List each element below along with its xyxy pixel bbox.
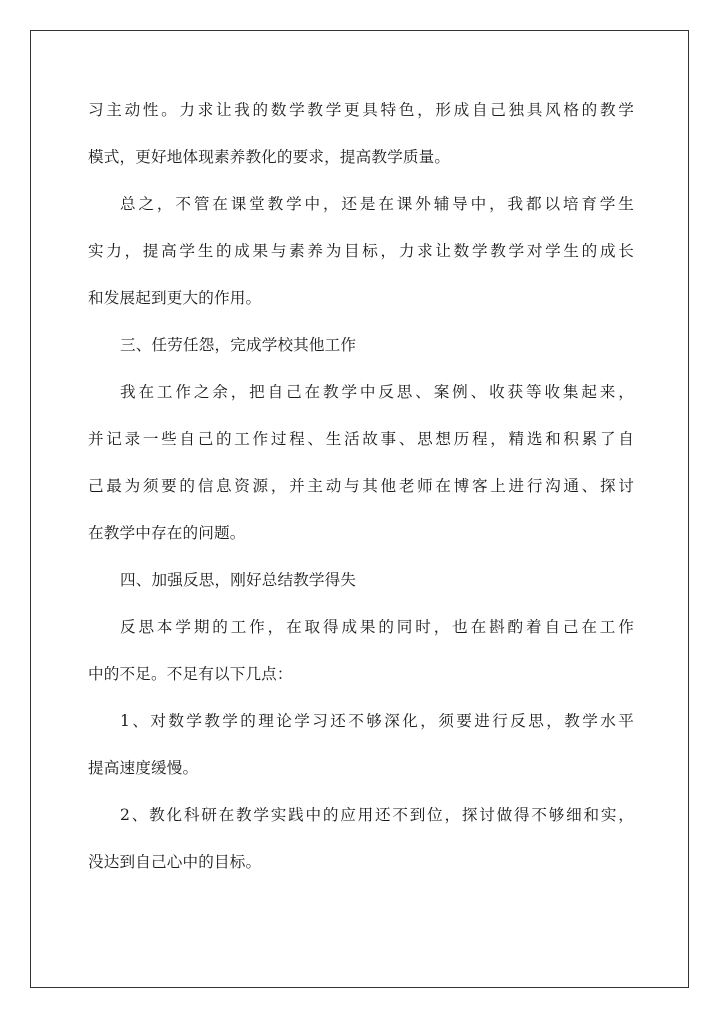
- paragraph-line: 习主动性。力求让我的数学教学更具特色，形成自己独具风格的教学: [88, 101, 634, 119]
- paragraph-line: 模式，更好地体现素养教化的要求，提高教学质量。: [88, 148, 451, 166]
- section-heading: 三、任劳任怨，完成学校其他工作: [120, 336, 357, 354]
- paragraph-line: 我在工作之余，把自己在教学中反思、案例、收获等收集起来，: [120, 383, 634, 401]
- list-item-line: 1、对数学教学的理论学习还不够深化，须要进行反思，教学水平: [120, 712, 634, 730]
- paragraph-line: 实力，提高学生的成果与素养为目标，力求让数学教学对学生的成长: [88, 242, 634, 260]
- list-item-line: 2、教化科研在教学实践中的应用还不到位，探讨做得不够细和实，: [120, 806, 634, 824]
- paragraph-line: 中的不足。不足有以下几点：: [88, 665, 293, 683]
- paragraph-line: 并记录一些自己的工作过程、生活故事、思想历程，精选和积累了自: [88, 430, 634, 448]
- paragraph-line: 总之，不管在课堂教学中，还是在课外辅导中，我都以培育学生: [120, 195, 634, 213]
- paragraph-line: 反思本学期的工作，在取得成果的同时，也在斟酌着自己在工作: [120, 618, 634, 636]
- document-body: [88, 92, 634, 891]
- paragraph-line: 在教学中存在的问题。: [88, 524, 246, 542]
- list-item-line: 没达到自己心中的目标。: [88, 853, 262, 871]
- section-heading: 四、加强反思，刚好总结教学得失: [120, 571, 357, 589]
- list-item-line: 提高速度缓慢。: [88, 759, 199, 777]
- paragraph-line: 和发展起到更大的作用。: [88, 289, 262, 307]
- paragraph-line: 己最为须要的信息资源，并主动与其他老师在博客上进行沟通、探讨: [88, 477, 634, 495]
